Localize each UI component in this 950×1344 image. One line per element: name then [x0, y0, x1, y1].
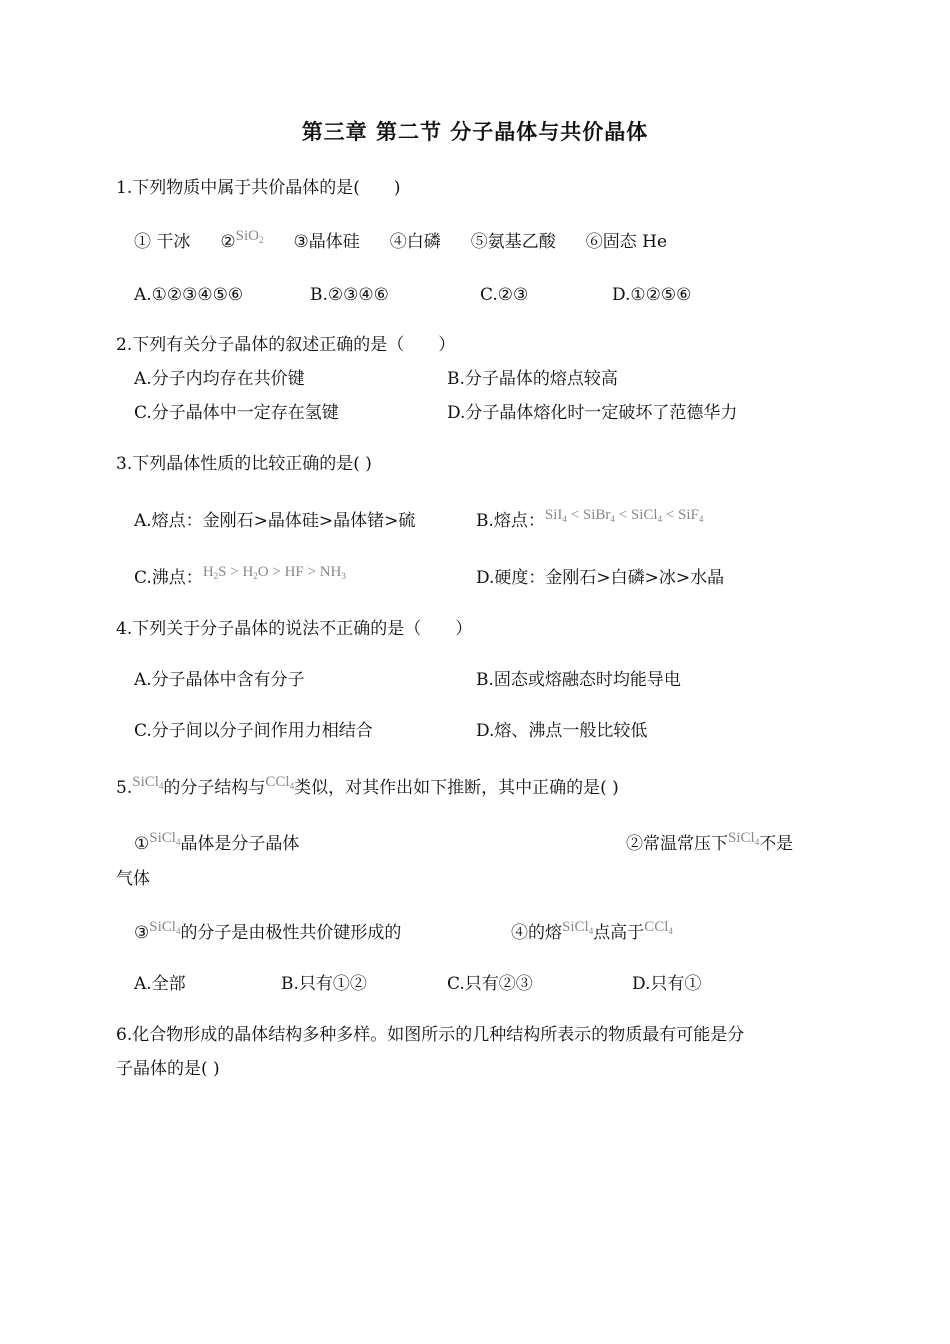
- q5-option-b: B.只有①②: [281, 974, 367, 994]
- q4-option-c: C.分子间以分子间作用力相结合: [134, 721, 373, 741]
- ccl4-formula: CCl$_4$: [265, 774, 295, 791]
- q2-option-c: C.分子晶体中一定存在氢键: [134, 403, 339, 423]
- q1-item-1: ① 干冰: [134, 232, 191, 252]
- sicl4-formula: SiCl$_4$: [132, 774, 164, 791]
- question-5-stem: 5.SiCl$_4$的分子结构与CCl$_4$类似，对其作出如下推断，其中正确的是( ): [116, 774, 619, 798]
- q3-option-b: B.熔点：SiI$_4$ < SiBr$_4$ < SiCl$_4$ < SiF$_4$: [476, 507, 704, 531]
- q3-option-d: D.硬度：金刚石>白磷>冰>水晶: [476, 568, 725, 588]
- q1-option-d: D.①②⑤⑥: [612, 285, 692, 305]
- q5-option-a: A.全部: [134, 974, 186, 994]
- q4-option-d: D.熔、沸点一般比较低: [476, 721, 648, 741]
- q5-statement-1: ①SiCl$_4$晶体是分子晶体: [134, 830, 300, 854]
- q1-item-4: ④白磷: [389, 232, 441, 252]
- q1-item-5: ⑤氨基乙酸: [470, 232, 556, 252]
- question-1-items: [134, 230, 667, 259]
- q4-option-b: B.固态或熔融态时均能导电: [476, 670, 681, 690]
- q2-option-d: D.分子晶体熔化时一定破坏了范德华力: [447, 403, 738, 423]
- question-3-stem: 3.下列晶体性质的比较正确的是( ): [116, 454, 372, 474]
- q1-item-2: ②: [220, 232, 236, 252]
- page-title: 第三章 第二节 分子晶体与共价晶体: [301, 120, 649, 144]
- q1-item-3: ③晶体硅: [293, 232, 360, 252]
- q1-option-c: C.②③: [480, 285, 529, 305]
- question-4-stem: 4.下列关于分子晶体的说法不正确的是（ ）: [116, 619, 473, 639]
- question-6-stem-line-1: 6.化合物形成的晶体结构多种多样。如图所示的几种结构所表示的物质最有可能是分: [116, 1025, 745, 1045]
- q5-option-c: C.只有②③: [447, 974, 533, 994]
- hydride-boiling-formula: $H_2S > H_2O$ > HF > $NH_3$: [202, 564, 346, 581]
- q1-option-b: B.②③④⑥: [310, 285, 389, 305]
- q2-option-b: B.分子晶体的熔点较高: [447, 369, 618, 389]
- question-1-stem: 1.下列物质中属于共价晶体的是( ): [116, 178, 401, 198]
- q1-item-6: ⑥固态 He: [585, 232, 668, 252]
- halide-melting-formula: SiI$_4$ < SiBr$_4$ < SiCl$_4$ < SiF$_4$: [544, 507, 704, 524]
- q1-option-a: A.①②③④⑤⑥: [134, 285, 244, 305]
- q5-statement-2: ②常温常压下SiCl$_4$不是: [626, 830, 794, 854]
- sio2-formula: SiO$_2$: [235, 228, 264, 245]
- q5-option-d: D.只有①: [632, 974, 702, 994]
- question-6-stem-line-2: 子晶体的是( ): [116, 1059, 220, 1079]
- q5-statement-2-wrap: 气体: [116, 869, 150, 889]
- q5-statement-3: ③SiCl$_4$的分子是由极性共价键形成的: [134, 919, 402, 943]
- q4-option-a: A.分子晶体中含有分子: [134, 670, 305, 690]
- question-2-stem: 2.下列有关分子晶体的叙述正确的是（ ）: [116, 335, 456, 355]
- q3-option-c: C.沸点：$H_2S > H_2O$ > HF > $NH_3$: [134, 564, 346, 588]
- q2-option-a: A.分子内均存在共价键: [134, 369, 305, 389]
- q3-option-a: A.熔点：金刚石>晶体硅>晶体锗>硫: [134, 511, 416, 531]
- q5-statement-4: ④的熔SiCl$_4$点高于CCl$_4$: [511, 919, 673, 943]
